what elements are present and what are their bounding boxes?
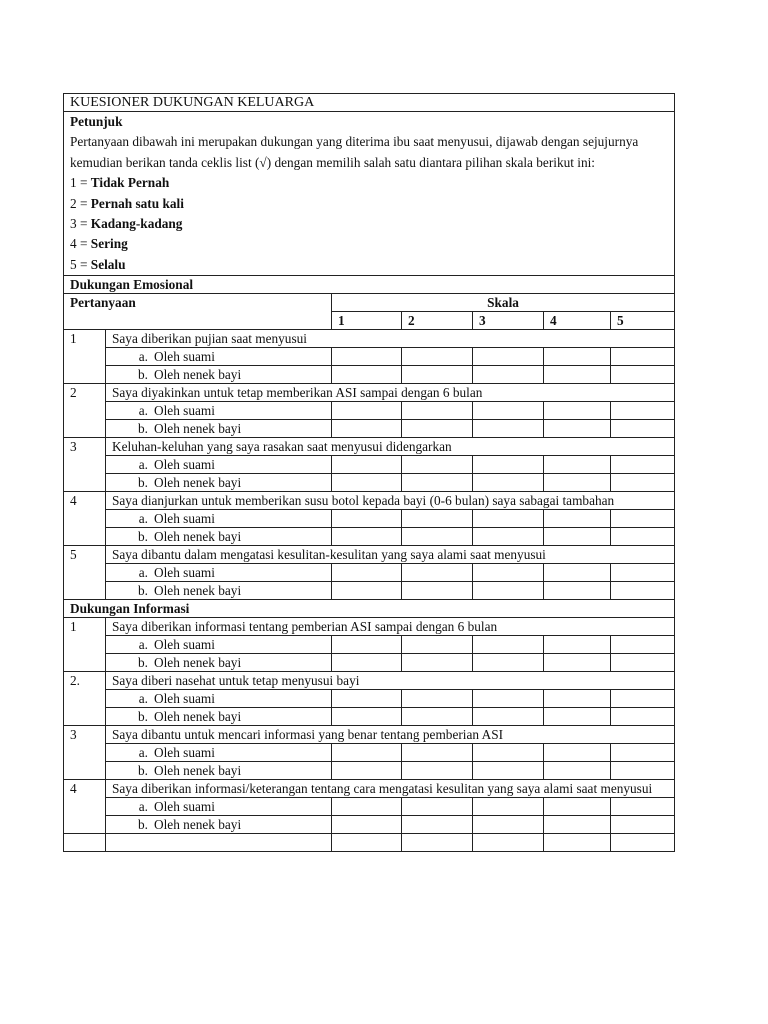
answer-scale-1-checkbox[interactable] [332,564,402,582]
answer-scale-1-checkbox[interactable] [332,816,402,834]
answer-scale-2-checkbox[interactable] [402,762,473,780]
question-number: 4 [64,492,106,546]
question-number: 5 [64,546,106,600]
answer-option [106,582,332,600]
scale-legend [70,173,668,275]
answer-scale-2-checkbox[interactable] [402,348,473,366]
option-text: Oleh suami [154,403,215,419]
answer-scale-4-checkbox[interactable] [544,348,611,366]
answer-scale-2-checkbox[interactable] [402,636,473,654]
answer-scale-4-checkbox[interactable] [544,528,611,546]
option-letter: b. [138,583,148,599]
answer-scale-5-checkbox[interactable] [611,420,675,438]
answer-row [64,690,675,708]
answer-scale-5-checkbox[interactable] [611,690,675,708]
answer-scale-3-checkbox[interactable] [473,744,544,762]
section-header-row [64,276,675,294]
scale-legend-number: 4 = [70,236,91,252]
answer-scale-4-checkbox[interactable] [544,420,611,438]
instructions-text: Pertanyaan dibawah ini merupakan dukungan yang diterima ibu saat menyusui, dijawab dengan sejujurnya kemudian berikan tanda ceklis list (√) dengan memilih salah satu diantara pilihan skala berikut ini: [70,134,639,170]
answer-row [64,816,675,834]
option-text: Oleh suami [154,457,215,473]
scale-legend-item [70,234,668,254]
option-letter: b. [138,475,148,491]
question-number: 2. [64,672,106,726]
answer-scale-3-checkbox[interactable] [473,528,544,546]
option-text: Oleh suami [154,349,215,365]
scale-legend-label: Tidak Pernah [90,175,170,191]
section-title: Dukungan Emosional [64,276,675,294]
answer-scale-1-checkbox[interactable] [332,690,402,708]
option-letter: a. [138,745,148,761]
answer-scale-1-checkbox[interactable] [332,474,402,492]
answer-option [106,816,332,834]
question-number: 4 [64,780,106,834]
answer-option [106,402,332,420]
scale-legend-number: 5 = [70,256,91,272]
option-text: Oleh nenek bayi [154,817,242,833]
answer-scale-1-checkbox[interactable] [332,636,402,654]
answer-scale-1-checkbox[interactable] [332,708,402,726]
scale-legend-item [70,173,668,193]
option-text: Oleh nenek bayi [154,763,242,779]
answer-scale-4-checkbox[interactable] [544,366,611,384]
answer-option [106,456,332,474]
answer-scale-3-checkbox[interactable] [473,402,544,420]
option-text: Oleh suami [154,637,215,653]
answer-row [64,654,675,672]
question-number: 1 [64,330,106,384]
answer-scale-1-checkbox[interactable] [332,510,402,528]
answer-scale-1-checkbox[interactable] [332,420,402,438]
answer-scale-4-checkbox[interactable] [544,654,611,672]
question-row [64,546,675,564]
question-text: Saya dibantu untuk mencari informasi yang benar tentang pemberian ASI [106,726,675,744]
answer-scale-2-checkbox[interactable] [402,654,473,672]
answer-scale-2-checkbox[interactable] [402,564,473,582]
answer-scale-3-checkbox[interactable] [473,474,544,492]
answer-scale-5-checkbox[interactable] [611,564,675,582]
answer-scale-3-checkbox[interactable] [473,420,544,438]
option-letter: b. [138,529,148,545]
answer-option [106,690,332,708]
answer-scale-5-checkbox[interactable] [611,654,675,672]
answer-option [106,474,332,492]
empty-cell [402,834,473,852]
answer-row [64,366,675,384]
question-row [64,492,675,510]
answer-scale-4-checkbox[interactable] [544,402,611,420]
answer-scale-5-checkbox[interactable] [611,582,675,600]
question-row [64,780,675,798]
question-number: 2 [64,384,106,438]
answer-scale-1-checkbox[interactable] [332,582,402,600]
option-letter: b. [138,421,148,437]
option-letter: a. [138,403,148,419]
answer-row [64,456,675,474]
scale-legend-label: Selalu [90,256,126,272]
answer-row [64,420,675,438]
option-text: Oleh nenek bayi [154,475,242,491]
answer-scale-4-checkbox[interactable] [544,690,611,708]
option-letter: a. [138,799,148,815]
scale-legend-item [70,214,668,234]
question-number: 1 [64,618,106,672]
answer-option [106,636,332,654]
option-letter: a. [138,691,148,707]
section-title: Dukungan Informasi [64,600,675,618]
answer-option [106,744,332,762]
answer-row [64,636,675,654]
answer-scale-1-checkbox[interactable] [332,366,402,384]
answer-option [106,762,332,780]
answer-scale-3-checkbox[interactable] [473,582,544,600]
answer-scale-5-checkbox[interactable] [611,798,675,816]
empty-cell [64,834,106,852]
answer-scale-4-checkbox[interactable] [544,744,611,762]
column-header-pertanyaan: Pertanyaan [64,294,332,330]
option-text: Oleh suami [154,511,215,527]
answer-scale-2-checkbox[interactable] [402,690,473,708]
answer-scale-1-checkbox[interactable] [332,798,402,816]
question-row [64,618,675,636]
answer-scale-2-checkbox[interactable] [402,744,473,762]
answer-scale-3-checkbox[interactable] [473,564,544,582]
answer-option [106,420,332,438]
answer-scale-1-checkbox[interactable] [332,762,402,780]
question-text: Saya diberikan pujian saat menyusui [106,330,675,348]
answer-scale-2-checkbox[interactable] [402,474,473,492]
answer-scale-4-checkbox[interactable] [544,474,611,492]
scale-legend-label: Kadang-kadang [90,216,183,232]
answer-scale-5-checkbox[interactable] [611,708,675,726]
answer-row [64,762,675,780]
answer-scale-2-checkbox[interactable] [402,402,473,420]
empty-row [64,834,675,852]
answer-scale-4-checkbox[interactable] [544,708,611,726]
answer-scale-3-checkbox[interactable] [473,510,544,528]
answer-scale-5-checkbox[interactable] [611,474,675,492]
answer-scale-2-checkbox[interactable] [402,816,473,834]
answer-scale-3-checkbox[interactable] [473,816,544,834]
questionnaire-title: KUESIONER DUKUNGAN KELUARGA [64,94,675,112]
answer-scale-4-checkbox[interactable] [544,510,611,528]
answer-scale-5-checkbox[interactable] [611,816,675,834]
answer-option [106,348,332,366]
question-number: 3 [64,438,106,492]
question-text: Saya diberikan informasi/keterangan tentang cara mengatasi kesulitan yang saya alami saat menyusui [106,780,675,798]
answer-scale-4-checkbox[interactable] [544,816,611,834]
section-header-row [64,600,675,618]
answer-scale-4-checkbox[interactable] [544,582,611,600]
option-text: Oleh nenek bayi [154,709,242,725]
question-text: Saya dibantu dalam mengatasi kesulitan-kesulitan yang saya alami saat menyusui [106,546,675,564]
option-text: Oleh nenek bayi [154,367,242,383]
answer-scale-4-checkbox[interactable] [544,456,611,474]
answer-scale-2-checkbox[interactable] [402,456,473,474]
scale-legend-item [70,255,668,275]
answer-scale-3-checkbox[interactable] [473,636,544,654]
answer-row [64,474,675,492]
question-row [64,330,675,348]
answer-row [64,402,675,420]
scale-number-header: 2 [402,312,473,330]
scale-legend-number: 1 = [70,175,91,191]
answer-scale-1-checkbox[interactable] [332,348,402,366]
instructions-cell [64,112,675,276]
scale-number-header: 3 [473,312,544,330]
scale-number-header: 5 [611,312,675,330]
question-row [64,384,675,402]
empty-cell [332,834,402,852]
answer-scale-5-checkbox[interactable] [611,348,675,366]
answer-scale-4-checkbox[interactable] [544,762,611,780]
option-letter: a. [138,457,148,473]
option-text: Oleh suami [154,745,215,761]
answer-scale-5-checkbox[interactable] [611,402,675,420]
answer-option [106,708,332,726]
answer-scale-5-checkbox[interactable] [611,366,675,384]
answer-row [64,510,675,528]
scale-legend-number: 2 = [70,195,91,211]
answer-scale-3-checkbox[interactable] [473,348,544,366]
option-letter: a. [138,511,148,527]
answer-scale-2-checkbox[interactable] [402,708,473,726]
option-text: Oleh nenek bayi [154,583,242,599]
answer-row [64,564,675,582]
answer-row [64,744,675,762]
answer-scale-1-checkbox[interactable] [332,402,402,420]
answer-scale-3-checkbox[interactable] [473,798,544,816]
answer-option [106,654,332,672]
answer-scale-5-checkbox[interactable] [611,762,675,780]
option-text: Oleh suami [154,799,215,815]
answer-scale-3-checkbox[interactable] [473,690,544,708]
column-header-skala: Skala [332,294,675,312]
question-text: Saya diyakinkan untuk tetap memberikan ASI sampai dengan 6 bulan [106,384,675,402]
answer-row [64,798,675,816]
question-text: Saya diberi nasehat untuk tetap menyusui bayi [106,672,675,690]
answer-scale-4-checkbox[interactable] [544,636,611,654]
answer-row [64,708,675,726]
question-text: Keluhan-keluhan yang saya rasakan saat menyusui didengarkan [106,438,675,456]
answer-scale-1-checkbox[interactable] [332,654,402,672]
option-text: Oleh suami [154,691,215,707]
answer-option [106,798,332,816]
scale-legend-number: 3 = [70,216,91,232]
answer-scale-2-checkbox[interactable] [402,798,473,816]
question-text: Saya dianjurkan untuk memberikan susu botol kepada bayi (0-6 bulan) saya sabagai tambahan [106,492,675,510]
empty-cell [611,834,675,852]
empty-cell [106,834,332,852]
questionnaire-table [63,93,675,852]
answer-scale-3-checkbox[interactable] [473,456,544,474]
option-letter: a. [138,349,148,365]
option-letter: a. [138,637,148,653]
answer-scale-2-checkbox[interactable] [402,366,473,384]
column-header-row [64,294,675,312]
question-number: 3 [64,726,106,780]
answer-scale-1-checkbox[interactable] [332,744,402,762]
empty-cell [473,834,544,852]
answer-option [106,528,332,546]
option-letter: b. [138,709,148,725]
answer-scale-3-checkbox[interactable] [473,708,544,726]
scale-number-header: 4 [544,312,611,330]
option-text: Oleh nenek bayi [154,529,242,545]
answer-scale-5-checkbox[interactable] [611,636,675,654]
answer-row [64,528,675,546]
option-letter: b. [138,655,148,671]
answer-scale-4-checkbox[interactable] [544,564,611,582]
option-letter: b. [138,763,148,779]
answer-option [106,564,332,582]
answer-row [64,582,675,600]
answer-scale-1-checkbox[interactable] [332,528,402,546]
instructions-heading: Petunjuk [70,114,123,129]
answer-option [106,510,332,528]
scale-legend-label: Sering [90,236,128,252]
scale-legend-label: Pernah satu kali [90,195,184,211]
option-text: Oleh nenek bayi [154,421,242,437]
answer-scale-5-checkbox[interactable] [611,528,675,546]
answer-scale-1-checkbox[interactable] [332,456,402,474]
answer-scale-5-checkbox[interactable] [611,744,675,762]
answer-scale-3-checkbox[interactable] [473,762,544,780]
option-text: Oleh suami [154,565,215,581]
option-letter: b. [138,817,148,833]
question-row [64,438,675,456]
answer-scale-3-checkbox[interactable] [473,654,544,672]
answer-scale-5-checkbox[interactable] [611,456,675,474]
option-letter: a. [138,565,148,581]
answer-scale-5-checkbox[interactable] [611,510,675,528]
option-text: Oleh nenek bayi [154,655,242,671]
scale-legend-item [70,194,668,214]
question-row [64,726,675,744]
option-letter: b. [138,367,148,383]
answer-scale-2-checkbox[interactable] [402,420,473,438]
answer-scale-3-checkbox[interactable] [473,366,544,384]
scale-number-header: 1 [332,312,402,330]
question-text: Saya diberikan informasi tentang pemberian ASI sampai dengan 6 bulan [106,618,675,636]
answer-scale-2-checkbox[interactable] [402,528,473,546]
answer-scale-2-checkbox[interactable] [402,510,473,528]
answer-scale-2-checkbox[interactable] [402,582,473,600]
question-row [64,672,675,690]
answer-option [106,366,332,384]
answer-scale-4-checkbox[interactable] [544,798,611,816]
answer-row [64,348,675,366]
empty-cell [544,834,611,852]
